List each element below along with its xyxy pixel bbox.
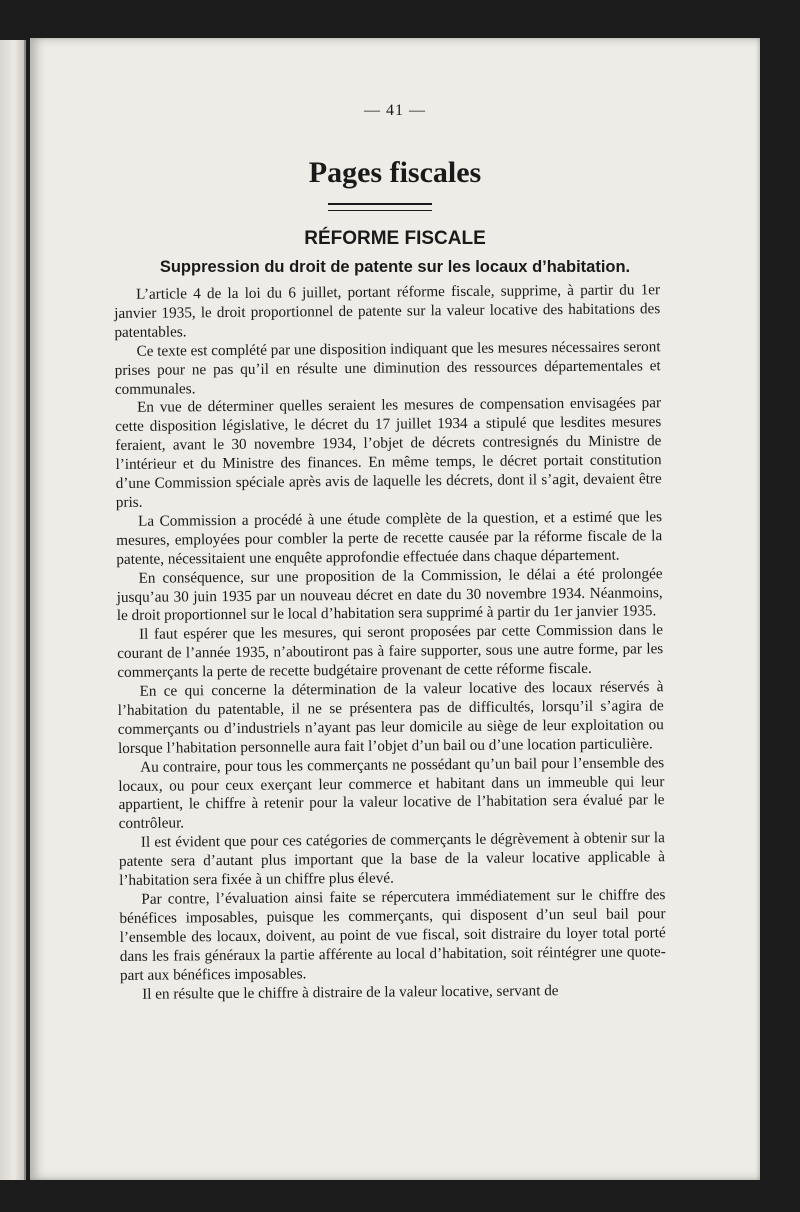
paragraph: Par contre, l’évaluation ainsi faite se répercutera immédiatement sur le chiffre des bénéfices imposables, puisque les commerçants, qui disposent d’un seul bail pour l’ensemble des locaux, doivent, au point de vue fiscal, soit distraire du loyer total porté dans les frais généraux la partie afférente au local d’habitation, soit réintégrer une quote-part aux bénéfices imposables. <box>119 886 666 984</box>
paragraph: Il est évident que pour ces catégories de commerçants le dégrèvement à obtenir sur la patente sera d’autant plus important que la base de la valeur locative applicable à l’habitation sera fixée à un chiffre plus élevé. <box>118 829 666 890</box>
section-title: RÉFORME FISCALE <box>304 228 486 249</box>
paragraph: L’article 4 de la loi du 6 juillet, portant réforme fiscale, supprime, à partir du 1er janvier 1935, le droit proportionnel de patente sur la valeur locative des habitations des patentables. <box>114 281 661 341</box>
paragraph: En conséquence, sur une proposition de la Commission, le délai a été prolongée jusqu’au 30 juin 1935 par un nouveau décret en date du 30 novembre 1934. Néanmoins, le droit proportionnel sur le local d’habitation sera supprimé à partir du 1er janvier 1935. <box>116 564 663 625</box>
section-subtitle: Suppression du droit de patente sur les locaux d’habitation. <box>159 258 631 276</box>
paragraph: Au contraire, pour tous les commerçants ne possédant qu’un bail pour l’ensemble des locaux, ou pour ceux exerçant leur commerce et habitant dans un immeuble qui leur appartient, le chiffre à retenir pour la valeur locative de l’habitation sera évalué par le contrôleur. <box>118 753 665 833</box>
paragraph: Il en résulte que le chiffre à distraire de la valeur locative, servant de <box>142 981 559 1003</box>
paragraph: En vue de déterminer quelles seraient les mesures de compensation envisagées par cette disposition législative, le décret du 17 juillet 1934 a stipulé que lesdites mesures feraient, avant le 30 novembre 1934, l’objet de décrets contresignés du Ministre de l’intérieur et du Ministre des finances. En même temps, le décret portait constitution d’une Commission spéciale après avis de laquelle les décrets, dont il s’agit, devaient être pris. <box>115 394 662 511</box>
heading-rule <box>328 203 432 211</box>
article-body <box>114 281 666 1004</box>
paragraph: Il faut espérer que les mesures, qui seront proposées par cette Commission dans le courant de l’année 1935, n’aboutiront pas à faire supporter, sous une autre forme, par les commerçants la perte de recette budgétaire provenant de cette réforme fiscale. <box>117 621 664 682</box>
page-number: — 41 — <box>364 102 426 119</box>
page-heading: Pages fiscales <box>308 156 482 189</box>
paragraph: La Commission a procédé à une étude complète de la question, et a estimé que les mesures, employées pour combler la perte de recette causée par la réforme fiscale de la patente, nécessitaient une enquête approfondie effectuée dans chaque département. <box>116 508 663 568</box>
facing-page-edge <box>0 40 26 1180</box>
paragraph: En ce qui concerne la détermination de la valeur locative des locaux réservés à l’habitation du patentable, il ne se présentera pas de difficultés, lorsqu’il s’agira de commerçants ou d’industriels n’ayant pas leur domicile au siège de leur exploitation ou lorsque l’habitation personnelle aura fait l’objet d’un bail ou d’une location particulière. <box>117 678 664 757</box>
document-page <box>30 38 760 1180</box>
paragraph: Ce texte est complété par une disposition indiquant que les mesures nécessaires seront prises pour ne pas qu’il en résulte une diminution des ressources départementales et communales. <box>114 337 661 398</box>
